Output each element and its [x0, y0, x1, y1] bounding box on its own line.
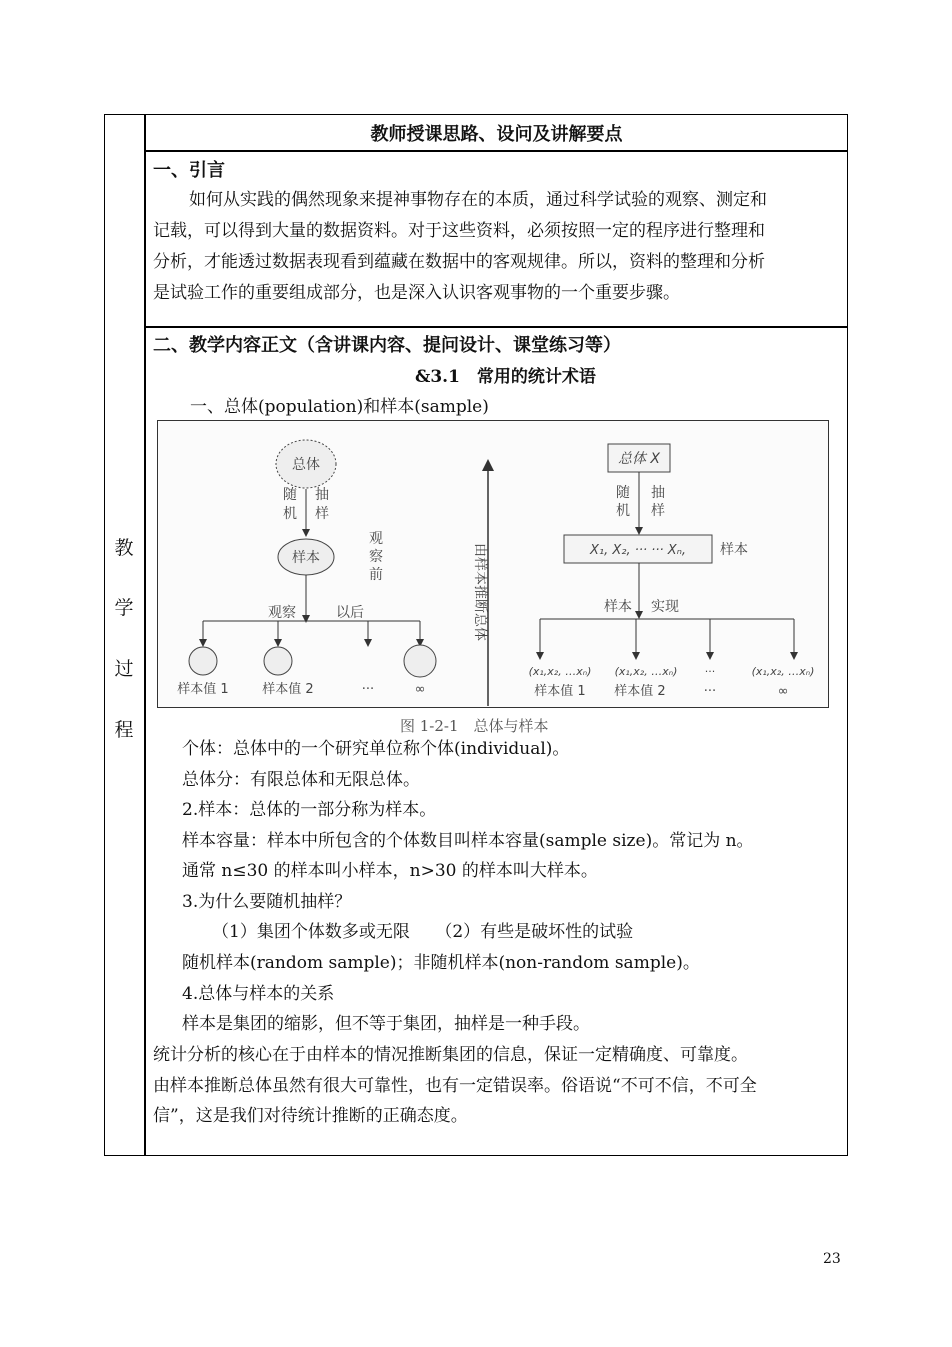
body-line: 通常 n≤30 的样本叫小样本，n>30 的样本叫大样本。 [182, 861, 598, 881]
body-line: 由样本推断总体虽然有很大可靠性，也有一定错误率。俗语说“不可不信，不可全 [153, 1076, 757, 1096]
intro-line: 分析，才能透过数据表现看到蕴藏在数据中的客观规律。所以，资料的整理和分析 [153, 252, 765, 272]
section-title: &3.1 常用的统计术语 [415, 367, 596, 387]
population-label: 总体 [292, 457, 320, 473]
intro-heading: 一、引言 [153, 160, 225, 181]
realize-right-label: 实现 [651, 599, 679, 615]
body-line: 2.样本：总体的一部分称为样本。 [182, 800, 437, 820]
before-obs-char: 前 [369, 567, 383, 583]
subheading: 一、总体(population)和样本(sample) [190, 397, 489, 417]
random-char: 机 [616, 503, 630, 519]
sample-label: 样本 [292, 550, 320, 566]
body-line: 统计分析的核心在于由样本的情况推断集团的信息，保证一定精确度、可靠度。 [153, 1045, 748, 1065]
sample-tuple: (x₁,x₂, …xₙ) [614, 665, 678, 678]
body-line: 总体分：有限总体和无限总体。 [182, 770, 420, 790]
body-line: 信”，这是我们对待统计推断的正确态度。 [153, 1106, 468, 1126]
sample-value-label: ∞ [777, 684, 789, 699]
value-circle [404, 645, 436, 677]
body-line: 个体：总体中的一个研究单位称个体(individual)。 [182, 739, 570, 759]
sample-seq-label: X₁, X₂, ··· ··· Xₙ, [589, 543, 687, 558]
body-line: 样本容量：样本中所包含的个体数目叫样本容量(sample size)。常记为 n。 [182, 831, 754, 851]
population-sample-figure [157, 420, 829, 708]
intro-line: 如何从实践的偶然现象来提神事物存在的本质，通过科学试验的观察、测定和 [189, 190, 767, 210]
side-label-char: 学 [114, 597, 134, 619]
sample-value-label: ··· [703, 684, 717, 699]
page-number: 23 [823, 1251, 841, 1267]
intro-line: 记载，可以得到大量的数据资料。对于这些资料，必须按照一定的程序进行整理和 [153, 221, 765, 241]
main-heading: 二、教学内容正文（含讲课内容、提问设计、课堂练习等） [153, 335, 621, 356]
side-label-char: 教 [114, 537, 134, 559]
inference-label: 由样本推断总体 [472, 543, 488, 641]
sampling-char: 抽 [315, 487, 329, 503]
value-circle [264, 647, 292, 675]
table-row-divider-header [145, 150, 848, 152]
sampling-char: 样 [651, 503, 665, 519]
sample-value-label: ··· [361, 682, 375, 697]
random-char: 随 [283, 487, 297, 503]
sampling-char: 抽 [651, 485, 665, 501]
intro-line: 是试验工作的重要组成部分，也是深入认识客观事物的一个重要步骤。 [153, 283, 680, 303]
sample-value-label: 样本值 1 [534, 684, 586, 699]
body-line: 随机样本(random sample)；非随机样本(non-random sample)。 [182, 953, 700, 973]
before-obs-char: 察 [369, 549, 383, 565]
observe-label: 观察 [268, 605, 296, 621]
sample-value-label: 样本值 1 [177, 682, 229, 697]
sample-value-label: 样本值 2 [262, 682, 314, 697]
realize-left-label: 样本 [604, 599, 632, 615]
sample-value-label: 样本值 2 [614, 684, 666, 699]
body-line: 3.为什么要随机抽样？ [182, 892, 352, 912]
sample-tuple: (x₁,x₂, …xₙ) [751, 665, 815, 678]
body-line: 样本是集团的缩影，但不等于集团，抽样是一种手段。 [182, 1014, 590, 1034]
side-label-char: 过 [114, 658, 134, 680]
figure-caption: 图 1-2-1 总体与样本 [400, 717, 549, 735]
value-circle [189, 647, 217, 675]
body-line: 4.总体与样本的关系 [182, 984, 335, 1004]
side-label-char: 程 [114, 719, 134, 741]
after-label: 以后 [336, 605, 364, 621]
random-char: 机 [283, 506, 297, 522]
sample-tuple: (x₁,x₂, …xₙ) [528, 665, 592, 678]
sampling-char: 样 [315, 506, 329, 522]
sample-seq-side-label: 样本 [720, 542, 748, 558]
sample-tuple: ··· [704, 665, 716, 678]
before-obs-char: 观 [369, 531, 383, 547]
table-column-divider [144, 114, 146, 1156]
population-x-label: 总体 X [617, 451, 661, 467]
body-line: （1）集团个体数多或无限 （2）有些是破坏性的试验 [212, 922, 634, 942]
table-row-divider-intro [145, 326, 848, 328]
table-header: 教师授课思路、设问及讲解要点 [370, 124, 623, 145]
sample-value-label: ∞ [414, 682, 426, 697]
random-char: 随 [616, 485, 630, 501]
